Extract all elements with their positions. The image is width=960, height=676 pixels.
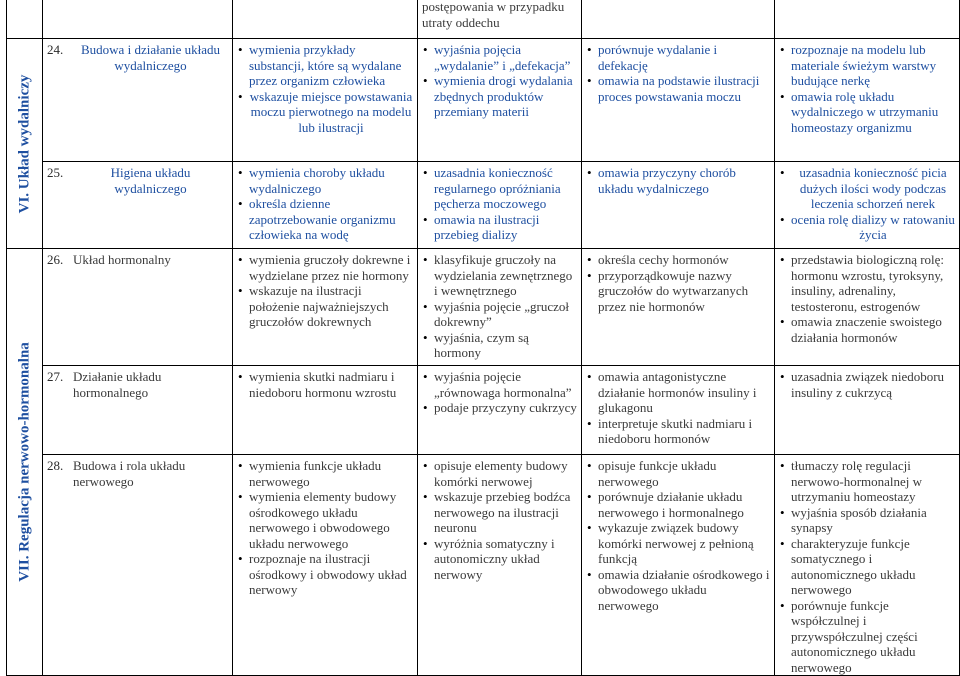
section-label: VII. Regulacja nerwowo-hormonalna [15,342,32,582]
level-2-cell [418,249,582,366]
list-item: • wyjaśnia pojęcie „równowaga hormonalna” [422,369,577,400]
level-3-cell [582,455,775,676]
list-item: • wymienia elementy budowy ośrodkowego układu nerwowego i obwodowego układu nerwowego [237,489,413,551]
list-item: • wykazuje związek budowy komórki nerwowej z pełnioną funkcją [586,520,770,567]
list-item: • określa cechy hormonów [586,252,770,268]
list-item: • rozpoznaje na modelu lub materiale świeżym warstwy budujące nerkę [779,42,955,89]
level-1-cell [233,249,418,366]
section-label-cell [7,39,43,249]
list-item: • wyjaśnia sposób działania synapsy [779,505,955,536]
table-row [7,39,960,162]
level-2-cell [418,366,582,455]
level-4-cell [775,162,960,249]
list-item: • ocenia rolę dializy w ratowaniu życia [779,212,955,243]
list-item: • rozpoznaje na ilustracji ośrodkowy i obwodowy układ nerwowy [237,551,413,598]
table-row [7,249,960,366]
level-3-cell [582,39,775,162]
list-item: • omawia rolę układu wydalniczego w utrzymaniu homeostazy organizmu [779,89,955,136]
list-item: • wyróżnia somatyczny i autonomiczny układ nerwowy [422,536,577,583]
level-2-cell [418,455,582,676]
list-item: • przedstawia biologiczną rolę: hormonu wzrostu, tyroksyny, insuliny, adrenaliny, testosteronu, estrogenów [779,252,955,314]
list-item: • porównuje działanie układu nerwowego i hormonalnego [586,489,770,520]
level-1-cell [233,366,418,455]
level-2-cell [418,39,582,162]
list-item: • podaje przyczyny cukrzycy [422,400,577,416]
topic-cell: 27. Działanie układu hormonalnego [43,366,233,455]
list-item: • wyjaśnia pojęcie „gruczoł dokrewny” [422,299,577,330]
level-3-cell [582,366,775,455]
level-4-cell [775,39,960,162]
level-3-cell [582,162,775,249]
list-item: • opisuje funkcje układu nerwowego [586,458,770,489]
level-4-cell [775,455,960,676]
list-item: • omawia antagonistyczne działanie hormonów insuliny i glukagonu [586,369,770,416]
list-item: • charakteryzuje funkcje somatycznego i autonomicznego układu nerwowego [779,536,955,598]
level-1-cell [233,39,418,162]
level-1-cell [233,162,418,249]
list-item: • wymienia funkcje układu nerwowego [237,458,413,489]
list-item: • wymienia drogi wydalania zbędnych produktów przemiany materii [422,73,577,120]
section-label-cell [7,249,43,676]
topic-cell: 28. Budowa i rola układu nerwowego [43,455,233,676]
list-item: • wskazuje na ilustracji położenie najważniejszych gruczołów dokrewnych [237,283,413,330]
list-item: • wymienia przykłady substancji, które są wydalane przez organizm człowieka [237,42,413,89]
topic-cell: 26. Układ hormonalny [43,249,233,366]
list-item: • interpretuje skutki nadmiaru i niedoboru hormonów [586,416,770,447]
topic-cell: 25. Higiena układu wydalniczego [43,162,233,249]
list-item: • omawia działanie ośrodkowego i obwodowego układu nerwowego [586,567,770,614]
list-item: • klasyfikuje gruczoły na wydzielania zewnętrznego i wewnętrznego [422,252,577,299]
topic-cell: 24. Budowa i działanie układu wydalniczego [43,39,233,162]
level-1-cell [233,455,418,676]
level-4-cell [775,366,960,455]
level-4-cell [775,249,960,366]
list-item: • uzasadnia konieczność regularnego opróżniania pęcherza moczowego [422,165,577,212]
list-item: • opisuje elementy budowy komórki nerwowej [422,458,577,489]
list-item: • wyjaśnia pojęcia „wydalanie” i „defekacja” [422,42,577,73]
list-item: • porównuje funkcje współczulnej i przywspółczulnej części autonomicznego układu nerwowego [779,598,955,676]
list-item: • wymienia gruczoły dokrewne i wydzielane przez nie hormony [237,252,413,283]
list-item: • porównuje wydalanie i defekację [586,42,770,73]
list-item: • tłumaczy rolę regulacji nerwowo-hormonalnej w utrzymaniu homeostazy [779,458,955,505]
list-item: • omawia na ilustracji przebieg dializy [422,212,577,243]
curriculum-table [6,38,960,676]
list-item: • omawia na podstawie ilustracji proces powstawania moczu [586,73,770,104]
list-item: • wymienia choroby układu wydalniczego [237,165,413,196]
list-item: • przyporządkowuje nazwy gruczołów do wytwarzanych przez nie hormonów [586,268,770,315]
list-item: • wskazuje przebieg bodźca nerwowego na ilustracji neuronu [422,489,577,536]
table-row [7,366,960,455]
list-item: • uzasadnia konieczność picia dużych ilości wody podczas leczenia schorzeń nerek [779,165,955,212]
level-2-cell [418,162,582,249]
table-row [7,162,960,249]
top-continuation-row [6,0,960,39]
list-item: • określa dzienne zapotrzebowanie organizmu człowieka na wodę [237,196,413,243]
list-item: • uzasadnia związek niedoboru insuliny z cukrzycą [779,369,955,400]
list-item: • omawia znaczenie swoistego działania hormonów [779,314,955,345]
table-row [7,455,960,676]
section-label: VI. Układ wydalniczy [15,74,32,213]
list-item: • omawia przyczyny chorób układu wydalniczego [586,165,770,196]
list-item: • wymienia skutki nadmiaru i niedoboru hormonu wzrostu [237,369,413,400]
top-cell-col4: postępowania w przypadku utraty oddechu [418,0,582,39]
level-3-cell [582,249,775,366]
list-item: • wskazuje miejsce powstawania moczu pierwotnego na modelu lub ilustracji [237,89,413,136]
list-item: • wyjaśnia, czym są hormony [422,330,577,361]
